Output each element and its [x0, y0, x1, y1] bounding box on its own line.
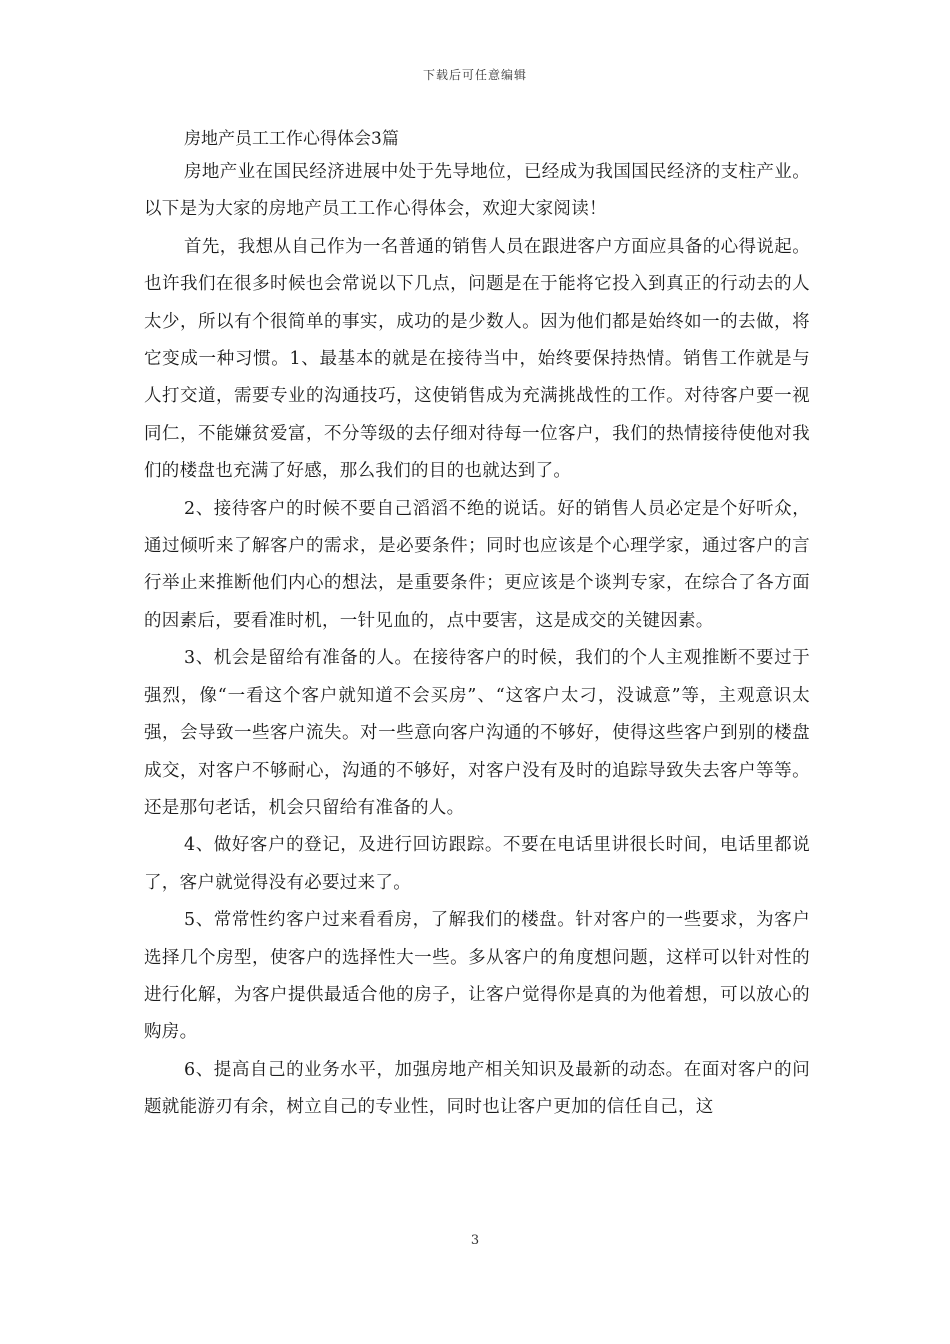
document-title: 房地产员工工作心得体会3篇	[184, 129, 399, 149]
page-header: 下载后可任意编辑	[422, 68, 527, 82]
document-body	[144, 124, 810, 1127]
paragraph: 6、提高自己的业务水平，加强房地产相关知识及最新的动态。在面对客户的问题就能游刃有余，树立自己的专业性，同时也让客户更加的信任自己，这	[144, 1059, 810, 1118]
paragraph: 3、机会是留给有准备的人。在接待客户的时候，我们的个人主观推断不要过于强烈，像“一看这个客户就知道不会买房”、“这客户太刁，没诚意”等，主观意识太强，会导致一些客户流失。对一些意向客户沟通的不够好，使得这些客户到别的楼盘成交，对客户不够耐心，沟通的不够好，对客户没有及时的追踪导致失去客户等等。还是那句老话，机会只留给有准备的人。	[144, 648, 810, 818]
paragraph: 5、常常性约客户过来看看房，了解我们的楼盘。针对客户的一些要求，为客户选择几个房型，使客户的选择性大一些。多从客户的角度想问题，这样可以针对性的进行化解，为客户提供最适合他的房子，让客户觉得你是真的为他着想，可以放心的购房。	[144, 910, 810, 1043]
page-number: 3	[470, 1233, 480, 1248]
paragraph: 房地产业在国民经济进展中处于先导地位，已经成为我国国民经济的支柱产业。以下是为大家的房地产员工工作心得体会，欢迎大家阅读！	[144, 162, 810, 220]
paragraph: 4、做好客户的登记，及进行回访跟踪。不要在电话里讲很长时间，电话里都说了，客户就觉得没有必要过来了。	[144, 835, 810, 893]
paragraph: 首先，我想从自己作为一名普通的销售人员在跟进客户方面应具备的心得说起。也许我们在很多时候也会常说以下几点，问题是在于能将它投入到真正的行动去的人太少，所以有个很简单的事实，成功的是少数人。因为他们都是始终如一的去做，将它变成一种习惯。1、最基本的就是在接待当中，始终要保持热情。销售工作就是与人打交道，需要专业的沟通技巧，这使销售成为充满挑战性的工作。对待客户要一视同仁，不能嫌贫爱富，不分等级的去仔细对待每一位客户，我们的热情接待使他对我们的楼盘也充满了好感，那么我们的目的也就达到了。	[144, 236, 810, 482]
paragraph: 2、接待客户的时候不要自己滔滔不绝的说话。好的销售人员必定是个好听众，通过倾听来了解客户的需求，是必要条件；同时也应该是个心理学家，通过客户的言行举止来推断他们内心的想法，是重要条件；更应该是个谈判专家，在综合了各方面的因素后，要看准时机，一针见血的，点中要害，这是成交的关键因素。	[144, 498, 810, 631]
